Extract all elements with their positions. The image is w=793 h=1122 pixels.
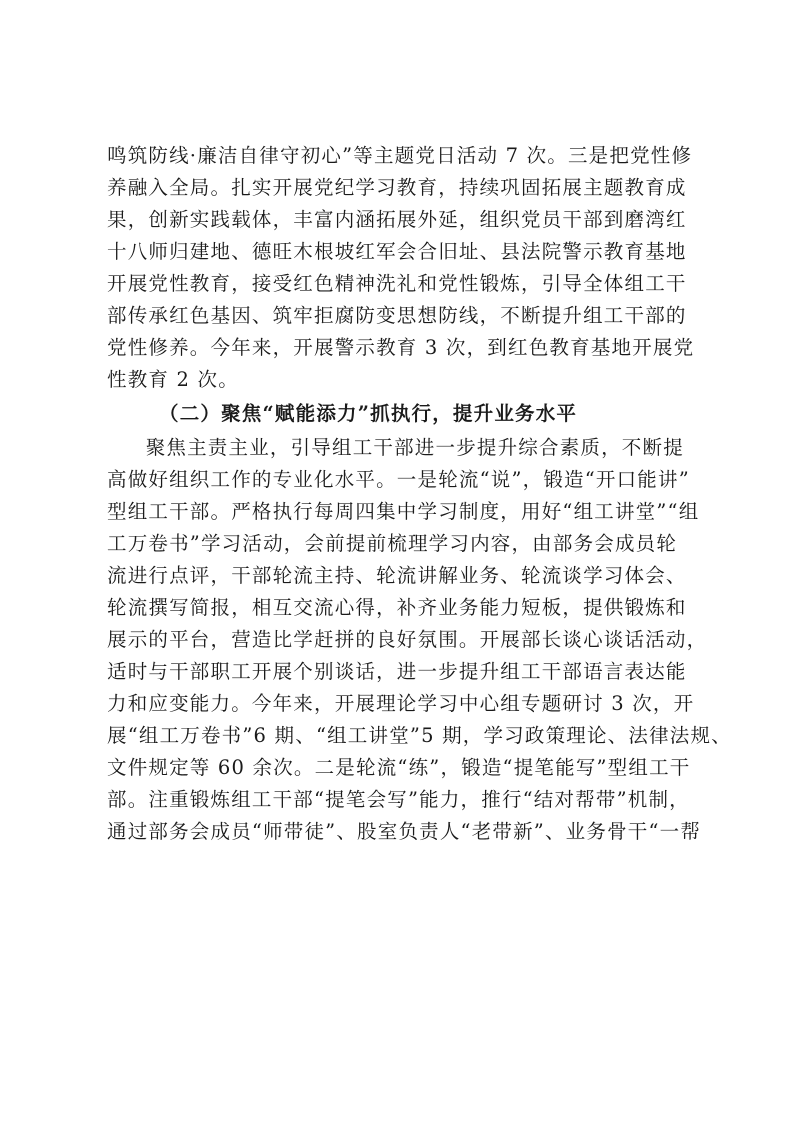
body-line: 工万卷书”学习活动，会前提前梳理学习内容，由部务会成员轮 (107, 532, 678, 555)
body-line: 开展党性教育，接受红色精神洗礼和党性锻炼，引导全体组工干 (107, 272, 687, 295)
body-line: 文件规定等 60 余次。二是轮流“练”，锻造“提笔能写”型组工干 (107, 756, 691, 779)
body-line: 轮流撰写简报，相互交流心得，补齐业务能力短板，提供锻炼和 (107, 596, 687, 619)
body-line: 适时与干部职工开展个别谈话，进一步提升组工干部语言表达能 (107, 660, 687, 683)
body-line: 力和应变能力。今年来，开展理论学习中心组专题研讨 3 次，开 (107, 692, 695, 715)
body-line: 果，创新实践载体，丰富内涵拓展外延，组织党员干部到磨湾红 (107, 208, 687, 231)
body-line: 型组工干部。严格执行每周四集中学习制度，用好“组工讲堂”“组 (107, 500, 700, 523)
body-line: 展示的平台，营造比学赶拼的良好氛围。开展部长谈心谈话活动， (107, 628, 708, 651)
body-line: 鸣筑防线·廉洁自律守初心”等主题党日活动 7 次。三是把党性修 (107, 144, 693, 167)
body-line: 通过部务会成员“师带徒”、股室负责人“老带新”、业务骨干“一帮 (107, 820, 702, 843)
body-line: 流进行点评，干部轮流主持、轮流讲解业务、轮流谈学习体会、 (107, 564, 687, 587)
body-line: 十八师归建地、德旺木根坡红军会合旧址、县法院警示教育基地 (107, 240, 687, 263)
body-line: 养融入全局。扎实开展党纪学习教育，持续巩固拓展主题教育成 (107, 176, 687, 199)
section-heading: （二）聚焦“赋能添力”抓执行，提升业务水平 (159, 402, 578, 425)
body-line: 高做好组织工作的专业化水平。一是轮流“说”，锻造“开口能讲” (107, 468, 690, 491)
body-line: 性教育 2 次。 (107, 368, 239, 391)
body-line: 部。注重锻炼组工干部“提笔会写”能力，推行“结对帮带”机制， (107, 788, 690, 811)
body-line: 党性修养。今年来，开展警示教育 3 次，到红色教育基地开展党 (107, 336, 695, 359)
body-line: 部传承红色基因、筑牢拒腐防变思想防线，不断提升组工干部的 (107, 304, 687, 327)
body-line: 聚焦主责主业，引导组工干部进一步提升综合素质，不断提 (125, 436, 684, 459)
body-line: 展“组工万卷书”6 期、“组工讲堂”5 期，学习政策理论、法律法规、 (107, 724, 732, 747)
